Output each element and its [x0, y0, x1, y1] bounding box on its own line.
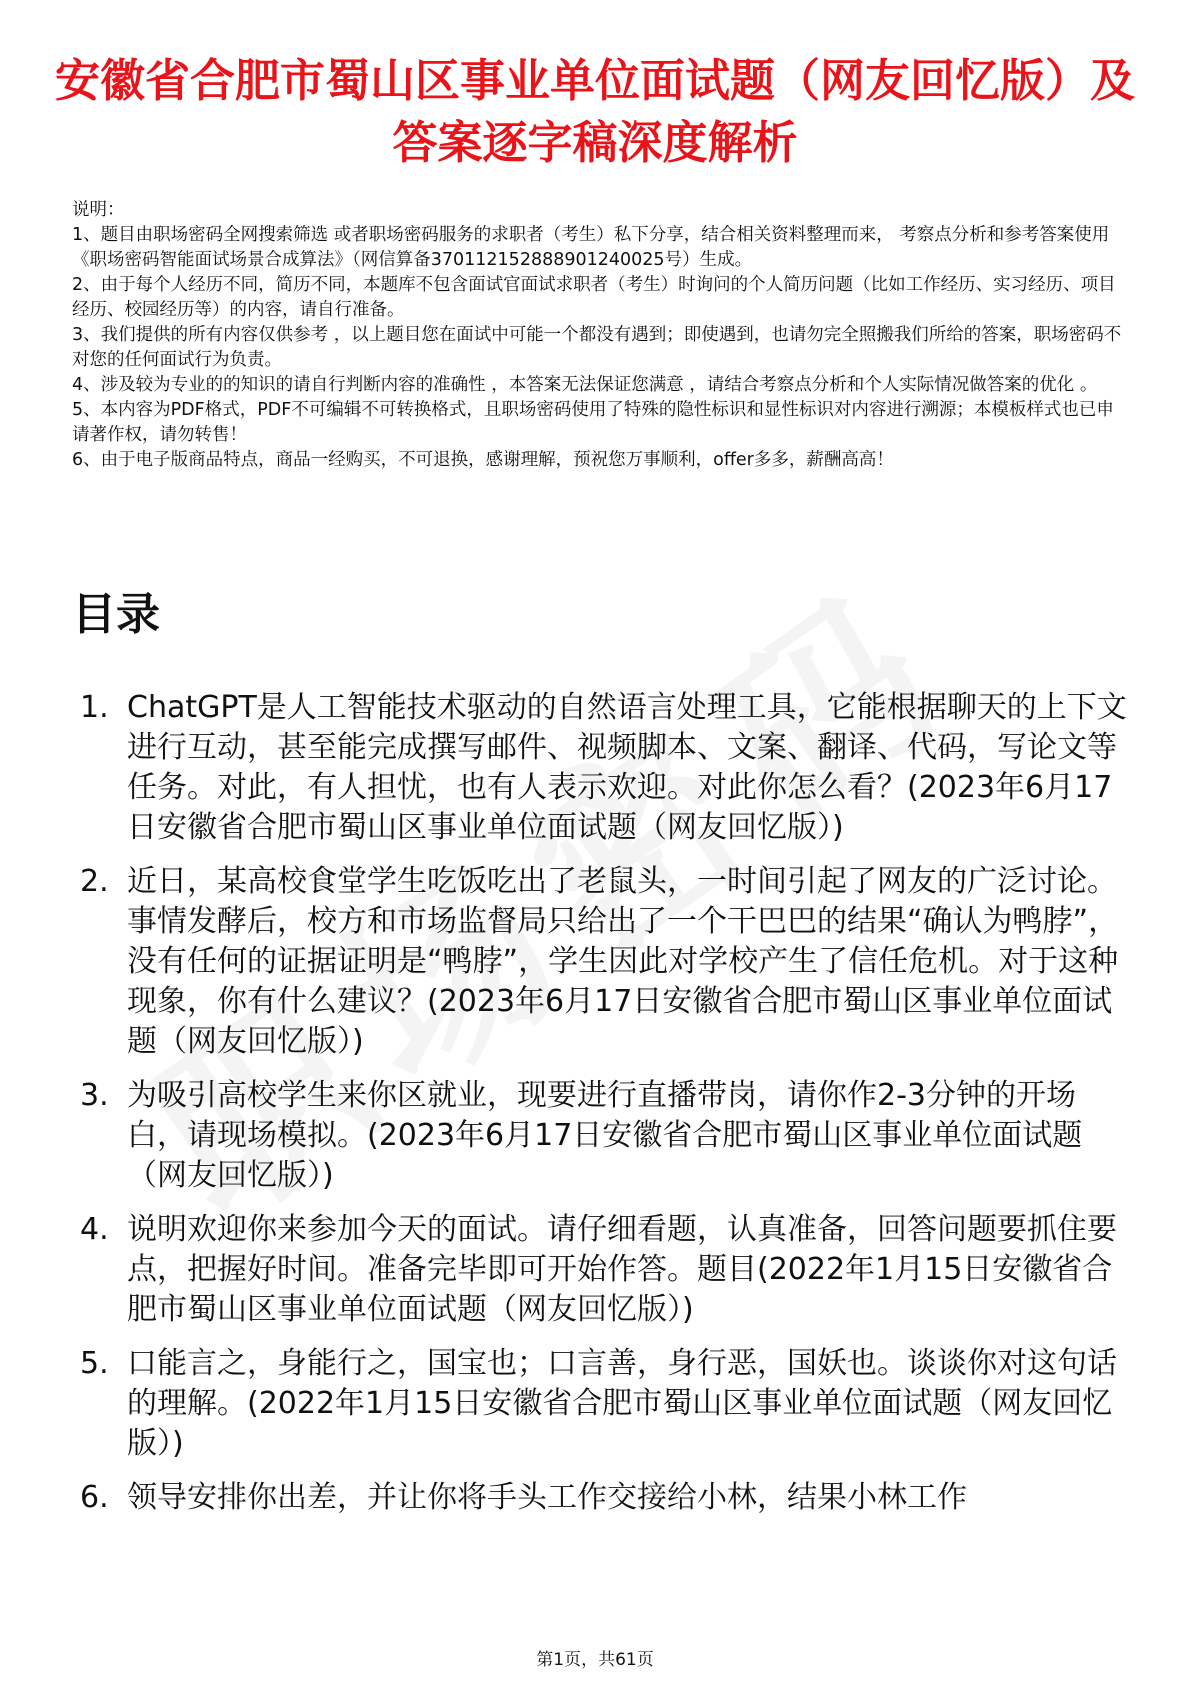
toc-item-number: 3. [80, 1078, 109, 1113]
toc-item-text[interactable]: 为吸引高校学生来你区就业，现要进行直播带岗，请你作2-3分钟的开场白，请现场模拟。(2023年6月17日安徽省合肥市蜀山区事业单位面试题（网友回忆版）) [127, 1078, 1083, 1193]
page-number: 第1页，共61页 [536, 1650, 654, 1670]
note-line: 2、由于每个人经历不同，简历不同，本题库不包含面试官面试求职者（考生）时询问的个人简历问题（比如工作经历、实习经历、项目经历、校园经历等）的内容，请自行准备。 [72, 275, 1116, 320]
toc-item-text[interactable]: 领导安排你出差，并让你将手头工作交接给小林，结果小林工作 [127, 1480, 967, 1515]
toc-item[interactable] [72, 1478, 1132, 1518]
toc-item[interactable] [72, 862, 1132, 1062]
document-title: 安徽省合肥市蜀山区事业单位面试题（网友回忆版）及答案逐字稿深度解析 [54, 54, 1135, 169]
toc-item-text[interactable]: 口能言之，身能行之，国宝也；口言善，身行恶，国妖也。谈谈你对这句话的理解。(2022年1月15日安徽省合肥市蜀山区事业单位面试题（网友回忆版）) [127, 1346, 1117, 1461]
note-line: 4、涉及较为专业的的知识的请自行判断内容的准确性 ，本答案无法保证您满意 ，请结合考察点分析和个人实际情况做答案的优化 。 [72, 375, 1098, 395]
toc-item-text[interactable]: ChatGPT是人工智能技术驱动的自然语言处理工具，它能根据聊天的上下文进行互动，甚至能完成撰写邮件、视频脚本、文案、翻译、代码，写论文等任务。对此，有人担忧，也有人表示欢迎。对此你怎么看？(2023年6月17日安徽省合肥市蜀山区事业单位面试题（网友回忆版）) [127, 690, 1127, 845]
toc-item[interactable] [72, 1210, 1132, 1330]
toc-item[interactable] [72, 688, 1132, 848]
note-line: 1、题目由职场密码全网搜索筛选 或者职场密码服务的求职者（考生）私下分享，结合相关资料整理而来， 考察点分析和参考答案使用《职场密码智能面试场景合成算法》（网信算备370112152888901240025号）生成。 [72, 225, 1110, 270]
notes-section [72, 198, 1122, 473]
toc-heading: 目录 [72, 589, 160, 640]
toc-item[interactable] [72, 1076, 1132, 1196]
toc-item-number: 5. [80, 1346, 109, 1381]
notes-heading: 说明： [72, 200, 125, 220]
toc-list [72, 688, 1132, 1532]
note-line: 5、本内容为PDF格式，PDF不可编辑不可转换格式，且职场密码使用了特殊的隐性标识和显性标识对内容进行溯源；本模板样式也已申请著作权，请勿转售！ [72, 400, 1114, 445]
toc-item-text[interactable]: 说明欢迎你来参加今天的面试。请仔细看题，认真准备，回答问题要抓住要点，把握好时间。准备完毕即可开始作答。题目(2022年1月15日安徽省合肥市蜀山区事业单位面试题（网友回忆版）) [127, 1212, 1117, 1327]
note-line: 3、我们提供的所有内容仅供参考 ，以上题目您在面试中可能一个都没有遇到；即使遇到，也请勿完全照搬我们所给的答案，职场密码不对您的任何面试行为负责。 [72, 325, 1122, 370]
toc-item-number: 1. [80, 690, 109, 725]
note-line: 6、由于电子版商品特点，商品一经购买，不可退换，感谢理解，预祝您万事顺利，offer多多，薪酬高高！ [72, 450, 894, 470]
toc-item-number: 6. [80, 1480, 109, 1515]
toc-item-text[interactable]: 近日，某高校食堂学生吃饭吃出了老鼠头，一时间引起了网友的广泛讨论。事情发酵后，校方和市场监督局只给出了一个干巴巴的结果“确认为鸭脖”，没有任何的证据证明是“鸭脖”，学生因此对学校产生了信任危机。对于这种现象，你有什么建议？(2023年6月17日安徽省合肥市蜀山区事业单位面试题（网友回忆版）) [127, 864, 1119, 1059]
toc-item-number: 4. [80, 1212, 109, 1247]
toc-item[interactable] [72, 1344, 1132, 1464]
toc-item-number: 2. [80, 864, 109, 899]
